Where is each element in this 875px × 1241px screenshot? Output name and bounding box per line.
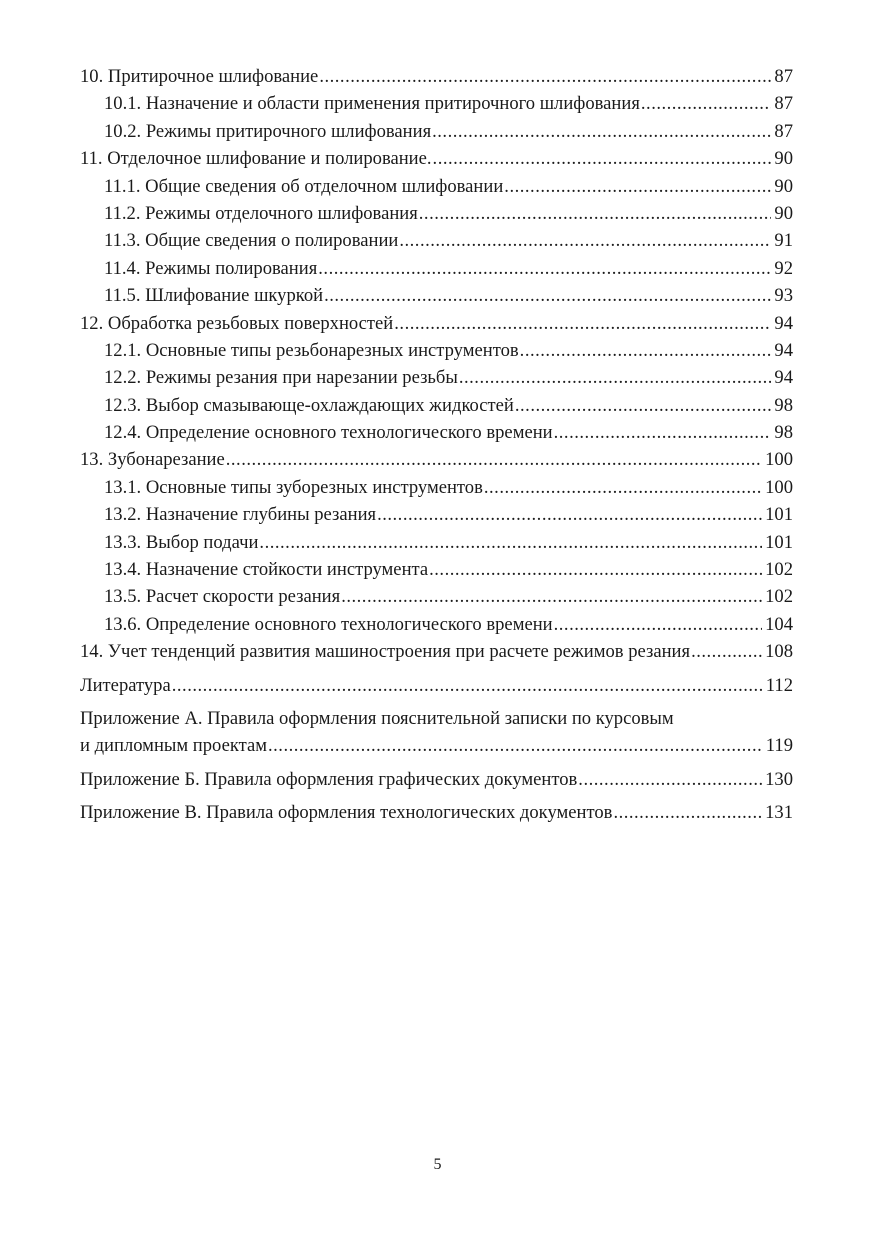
toc-entry-page: 87 [774, 120, 793, 142]
dot-leader [520, 337, 772, 364]
toc-entry[interactable] [80, 118, 793, 145]
toc-entry-page: 94 [774, 312, 793, 334]
toc-entry[interactable] [80, 529, 793, 556]
toc-entry[interactable] [80, 638, 793, 665]
dot-leader [578, 766, 762, 793]
toc-entry-title: 14. Учет тенденций развития машиностроения при расчете режимов резания [80, 641, 691, 663]
dot-leader [399, 227, 771, 254]
toc-entry[interactable] [80, 419, 793, 446]
toc-entry-title: 11.1. Общие сведения об отделочном шлифовании [104, 175, 504, 197]
toc-entry-title: Приложение В. Правила оформления технологических документов [80, 802, 613, 824]
toc-entry-title: Приложение Б. Правила оформления графических документов [80, 768, 578, 790]
toc-entry-page: 90 [774, 148, 793, 170]
toc-entry-title: 12.1. Основные типы резьбонарезных инструментов [104, 339, 519, 361]
dot-leader [484, 474, 762, 501]
toc-entry-title: 13.6. Определение основного технологического времени [104, 613, 553, 635]
toc-entry-page: 119 [765, 735, 793, 757]
toc-entry-page: 98 [774, 394, 793, 416]
toc-entry[interactable] [80, 337, 793, 364]
toc-entry[interactable] [80, 364, 793, 391]
toc-entry-title: 13.5. Расчет скорости резания [104, 586, 341, 608]
toc-entry[interactable] [80, 672, 793, 699]
toc-entry-page: 104 [765, 613, 793, 635]
dot-leader [554, 419, 772, 446]
toc-entry-page: 100 [765, 476, 793, 498]
dot-leader [319, 63, 771, 90]
table-of-contents [80, 63, 793, 827]
toc-entry-title: 12. Обработка резьбовых поверхностей [80, 312, 394, 334]
toc-entry-title: 10.1. Назначение и области применения притирочного шлифования [104, 93, 640, 115]
toc-entry-title: 12.3. Выбор смазывающе-охлаждающих жидкостей [104, 394, 514, 416]
dot-leader [613, 799, 762, 826]
toc-entry-page: 112 [765, 674, 793, 696]
toc-entry-page: 131 [765, 802, 793, 824]
dot-leader [268, 732, 763, 759]
toc-entry-page: 87 [774, 66, 793, 87]
dot-leader [459, 364, 772, 391]
toc-entry-page: 91 [774, 230, 793, 252]
dot-leader [515, 392, 772, 419]
toc-entry-title: 11.4. Режимы полирования [104, 257, 318, 279]
toc-entry-title: Литература [80, 674, 171, 696]
toc-entry[interactable] [80, 501, 793, 528]
toc-entry[interactable] [80, 310, 793, 337]
toc-entry[interactable] [80, 90, 793, 117]
dot-leader [432, 118, 771, 145]
dot-leader [259, 529, 762, 556]
toc-entry-title: 12.2. Режимы резания при нарезании резьбы [104, 367, 458, 389]
toc-entry-title: Приложение А. Правила оформления пояснительной записки по курсовым [80, 707, 674, 729]
toc-entry-title: 13.1. Основные типы зуборезных инструментов [104, 476, 483, 498]
toc-entry-page: 87 [774, 93, 793, 115]
toc-entry[interactable] [80, 732, 793, 759]
dot-leader [341, 583, 762, 610]
toc-entry-title: 11.3. Общие сведения о полировании [104, 230, 399, 252]
toc-entry-page: 90 [774, 202, 793, 224]
dot-leader [324, 282, 771, 309]
toc-entry-title-continued: и дипломным проектам [80, 735, 267, 757]
toc-entry[interactable] [80, 392, 793, 419]
toc-entry-title: 13.4. Назначение стойкости инструмента [104, 559, 429, 581]
toc-entry-page: 92 [774, 257, 793, 279]
toc-entry-page: 108 [765, 641, 793, 663]
dot-leader [172, 672, 763, 699]
toc-entry-page: 90 [774, 175, 793, 197]
dot-leader [433, 145, 772, 172]
toc-entry-page: 102 [765, 586, 793, 608]
toc-entry[interactable] [80, 227, 793, 254]
dot-leader [419, 200, 772, 227]
toc-entry-page: 101 [765, 531, 793, 553]
toc-entry-title: 11. Отделочное шлифование и полирование. [80, 148, 432, 170]
dot-leader [504, 173, 771, 200]
dot-leader [554, 611, 762, 638]
toc-entry[interactable] [80, 145, 793, 172]
toc-entry[interactable] [80, 611, 793, 638]
toc-entry-title: 13.2. Назначение глубины резания [104, 504, 377, 526]
toc-entry[interactable] [80, 255, 793, 282]
dot-leader [429, 556, 762, 583]
toc-entry[interactable] [80, 63, 793, 90]
toc-entry-page: 98 [774, 422, 793, 444]
toc-entry-page: 130 [765, 768, 793, 790]
toc-entry[interactable] [80, 799, 793, 826]
toc-entry[interactable] [80, 556, 793, 583]
toc-entry[interactable] [80, 474, 793, 501]
toc-entry-title: 12.4. Определение основного технологического времени [104, 422, 553, 444]
toc-entry-title: 10.2. Режимы притирочного шлифования [104, 120, 432, 142]
dot-leader [641, 90, 772, 117]
toc-entry-page: 94 [774, 367, 793, 389]
toc-entry[interactable] [80, 446, 793, 473]
toc-entry-title: 10. Притирочное шлифование [80, 66, 319, 87]
toc-entry-page: 93 [774, 285, 793, 307]
toc-entry[interactable] [80, 766, 793, 793]
toc-entry-title: 13.3. Выбор подачи [104, 531, 259, 553]
dot-leader [318, 255, 771, 282]
toc-entry-page: 101 [765, 504, 793, 526]
dot-leader [691, 638, 762, 665]
toc-entry-first-line[interactable] [80, 705, 793, 732]
toc-entry-page: 94 [774, 339, 793, 361]
toc-entry[interactable] [80, 282, 793, 309]
dot-leader [394, 310, 771, 337]
toc-entry-title: 11.2. Режимы отделочного шлифования [104, 202, 418, 224]
toc-entry-page: 100 [765, 449, 793, 471]
toc-entry-page: 102 [765, 559, 793, 581]
toc-entry-title: 13. Зубонарезание [80, 449, 225, 471]
toc-entry-title: 11.5. Шлифование шкуркой [104, 285, 324, 307]
dot-leader [377, 501, 762, 528]
dot-leader [226, 446, 762, 473]
toc-entry[interactable] [80, 173, 793, 200]
toc-entry[interactable] [80, 200, 793, 227]
page-number: 5 [433, 1156, 442, 1173]
toc-entry[interactable] [80, 583, 793, 610]
